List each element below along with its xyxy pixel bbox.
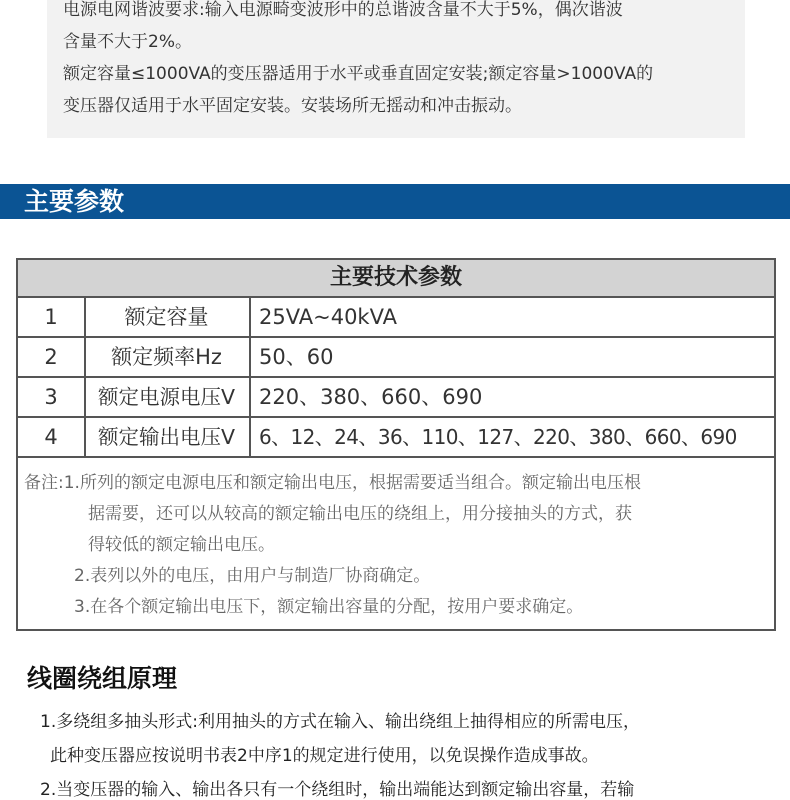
env-line-4: 变压器仅适用于水平固定安装。安装场所无摇动和冲击振动。 <box>63 96 522 116</box>
row-param-value: 220、380、660、690 <box>259 385 483 409</box>
row-param-name: 额定电源电压V <box>84 378 251 416</box>
row-number: 3 <box>18 378 86 416</box>
specs-table <box>16 258 776 631</box>
section-title: 主要参数 <box>24 187 125 216</box>
table-row <box>18 298 774 338</box>
table-row <box>18 338 774 378</box>
table-title: 主要技术参数 <box>18 260 774 298</box>
table-row <box>18 418 774 458</box>
row-param-name: 额定频率Hz <box>84 338 251 376</box>
winding-line-1: 1.多绕组多抽头形式:利用抽头的方式在输入、输出绕组上抽得相应的所需电压， <box>40 712 640 732</box>
row-number: 1 <box>18 298 86 336</box>
note-line-3: 得较低的额定输出电压。 <box>88 535 275 555</box>
env-line-2: 含量不大于2%。 <box>63 32 192 52</box>
row-number: 2 <box>18 338 86 376</box>
row-number: 4 <box>18 418 86 456</box>
row-param-name: 额定容量 <box>84 298 251 336</box>
note-line-5: 3.在各个额定输出电压下，额定输出容量的分配，按用户要求确定。 <box>74 597 584 617</box>
section-header-bar <box>0 184 790 219</box>
table-row <box>18 378 774 418</box>
env-line-1: 电源电网谐波要求:输入电源畸变波形中的总谐波含量不大于5%，偶次谐波 <box>63 0 623 20</box>
note-line-1: 备注:1.所列的额定电源电压和额定输出电压，根据需要适当组合。额定输出电压根 <box>24 473 641 493</box>
winding-title: 线圈绕组原理 <box>27 664 178 693</box>
winding-line-3: 2.当变压器的输入、输出各只有一个绕组时，输出端能达到额定输出容量，若输 <box>40 780 635 800</box>
row-param-value: 50、60 <box>259 345 334 369</box>
environment-requirements-box <box>47 0 745 138</box>
row-param-name: 额定输出电压V <box>84 418 251 456</box>
row-param-value: 25VA~40kVA <box>259 305 397 329</box>
note-line-2: 据需要，还可以从较高的额定输出电压的绕组上，用分接抽头的方式，获 <box>88 504 632 524</box>
note-line-4: 2.表列以外的电压，由用户与制造厂协商确定。 <box>74 566 431 586</box>
winding-line-2: 此种变压器应按说明书表2中序1的规定进行使用，以免误操作造成事故。 <box>50 746 599 766</box>
row-param-value: 6、12、24、36、110、127、220、380、660、690 <box>259 425 737 449</box>
env-line-3: 额定容量≤1000VA的变压器适用于水平或垂直固定安装;额定容量>1000VA的 <box>63 64 654 84</box>
